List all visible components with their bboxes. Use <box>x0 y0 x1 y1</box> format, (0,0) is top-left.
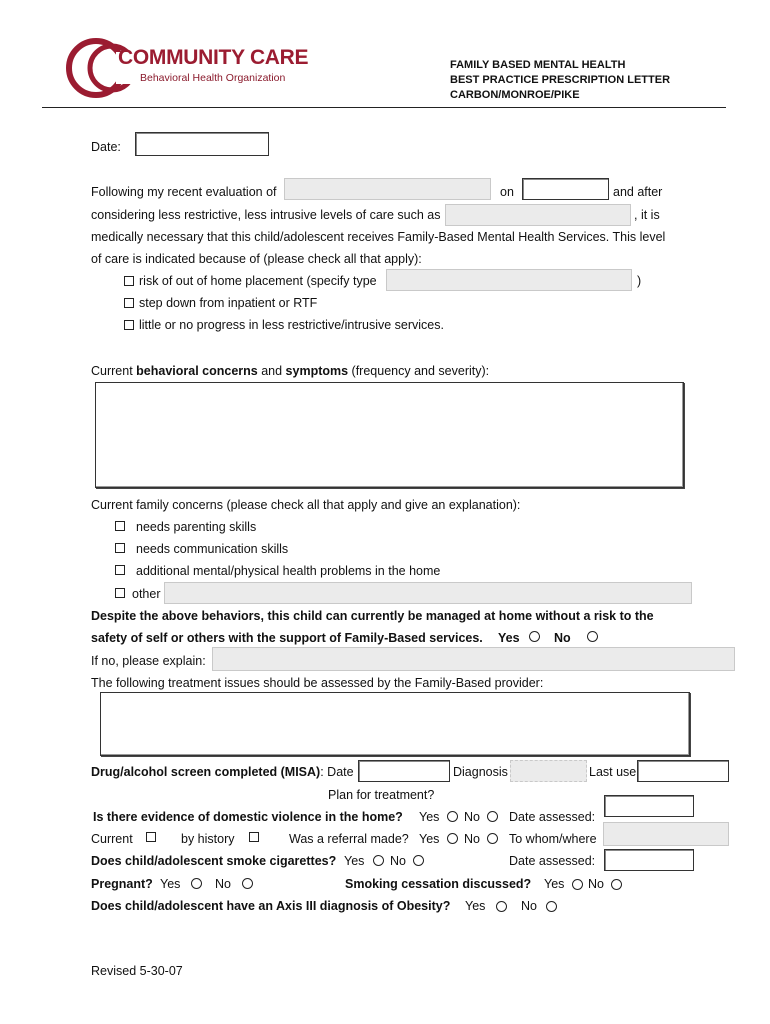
header-line-1: FAMILY BASED MENTAL HEALTH <box>450 59 626 71</box>
dv-history-checkbox[interactable] <box>249 832 259 842</box>
dv-date-assessed-label: Date assessed: <box>509 810 596 824</box>
smoke-date-assessed-field[interactable] <box>604 849 694 871</box>
health-problems-label: additional mental/physical health problems in the home <box>136 564 441 578</box>
logo-name: COMMUNITY CARE <box>118 46 309 69</box>
dv-date-assessed-field[interactable] <box>604 795 694 817</box>
dv-no-label: No <box>464 810 480 824</box>
parenting-checkbox[interactable] <box>115 521 125 531</box>
cessation-question: Smoking cessation discussed? <box>345 877 532 891</box>
if-no-explain-field[interactable] <box>212 647 735 671</box>
misa-label <box>91 765 354 779</box>
placement-close-paren: ) <box>637 274 642 288</box>
obesity-no-radio[interactable] <box>546 901 557 912</box>
referral-no-radio[interactable] <box>487 833 498 844</box>
and-after-text: and after <box>613 185 663 199</box>
cessation-no-label: No <box>588 877 604 891</box>
little-progress-label: little or no progress in less restrictive/intrusive services. <box>139 318 444 332</box>
referral-label: Was a referral made? <box>289 832 409 846</box>
pregnant-yes-label: Yes <box>160 877 181 891</box>
considering-text: considering less restrictive, less intrusive levels of care such as <box>91 208 441 222</box>
behavioral-mid: and <box>257 364 286 378</box>
dv-yes-label: Yes <box>419 810 440 824</box>
placement-type-field[interactable] <box>386 269 632 291</box>
step-down-label: step down from inpatient or RTF <box>139 296 318 310</box>
last-use-label: Last use <box>589 765 637 779</box>
on-text: on <box>500 185 514 199</box>
health-problems-checkbox[interactable] <box>115 565 125 575</box>
to-whom-field[interactable] <box>603 822 729 846</box>
referral-yes-label: Yes <box>419 832 440 846</box>
levels-of-care-field[interactable] <box>445 204 631 226</box>
behavioral-post: (frequency and severity): <box>348 364 490 378</box>
behavioral-bold: behavioral concerns <box>136 364 258 378</box>
pregnant-yes-radio[interactable] <box>191 878 202 889</box>
dv-question: Is there evidence of domestic violence in the home? <box>93 810 403 824</box>
following-text: Following my recent evaluation of <box>91 185 277 199</box>
treatment-textarea[interactable] <box>100 692 690 756</box>
misa-date-field[interactable] <box>358 760 450 782</box>
indicated-text: of care is indicated because of (please check all that apply): <box>91 252 422 266</box>
revised-date: Revised 5-30-07 <box>91 964 183 978</box>
symptoms-bold: symptoms <box>285 364 349 378</box>
obesity-yes-label: Yes <box>465 899 486 913</box>
dv-history-label: by history <box>181 832 235 846</box>
cessation-no-radio[interactable] <box>611 879 622 890</box>
despite-yes-label: Yes <box>498 631 520 645</box>
dv-yes-radio[interactable] <box>447 811 458 822</box>
misa-date-text: : Date <box>320 765 354 779</box>
to-whom-label: To whom/where <box>509 832 597 846</box>
smoke-yes-label: Yes <box>344 854 365 868</box>
risk-checkbox[interactable] <box>124 276 134 286</box>
other-label: other <box>132 587 161 601</box>
referral-no-label: No <box>464 832 480 846</box>
diagnosis-field[interactable] <box>510 760 587 782</box>
header-line-2: BEST PRACTICE PRESCRIPTION LETTER <box>450 74 671 86</box>
behavioral-pre: Current <box>91 364 137 378</box>
parenting-label: needs parenting skills <box>136 520 257 534</box>
despite-line-1: Despite the above behaviors, this child can currently be managed at home without a risk to the <box>91 609 654 623</box>
smoke-no-label: No <box>390 854 406 868</box>
pregnant-question: Pregnant? <box>91 877 153 891</box>
step-down-checkbox[interactable] <box>124 298 134 308</box>
despite-no-label: No <box>554 631 571 645</box>
communication-label: needs communication skills <box>136 542 289 556</box>
misa-bold: Drug/alcohol screen completed (MISA) <box>91 765 321 779</box>
communication-checkbox[interactable] <box>115 543 125 553</box>
diagnosis-label: Diagnosis <box>453 765 508 779</box>
last-use-field[interactable] <box>637 760 729 782</box>
referral-yes-radio[interactable] <box>447 833 458 844</box>
other-explain-field[interactable] <box>164 582 692 604</box>
despite-no-radio[interactable] <box>587 631 598 642</box>
it-is-text: , it is <box>634 208 660 222</box>
logo-subtitle: Behavioral Health Organization <box>140 72 286 84</box>
dv-current-checkbox[interactable] <box>146 832 156 842</box>
risk-label: risk of out of home placement (specify type <box>139 274 377 288</box>
cessation-yes-radio[interactable] <box>572 879 583 890</box>
pregnant-no-label: No <box>215 877 231 891</box>
medically-text: medically necessary that this child/adolescent receives Family-Based Mental Health Services. This level <box>91 230 666 244</box>
despite-line-2: safety of self or others with the support of Family-Based services. <box>91 631 483 645</box>
evaluation-date-field[interactable] <box>522 178 609 200</box>
smoke-date-assessed-label: Date assessed: <box>509 854 596 868</box>
date-label: Date: <box>91 140 121 154</box>
obesity-yes-radio[interactable] <box>496 901 507 912</box>
header-line-3: CARBON/MONROE/PIKE <box>450 89 580 101</box>
dv-current-label: Current <box>91 832 133 846</box>
plan-label: Plan for treatment? <box>328 788 435 802</box>
other-checkbox[interactable] <box>115 588 125 598</box>
evaluation-of-field[interactable] <box>284 178 491 200</box>
logo <box>66 38 309 98</box>
cessation-yes-label: Yes <box>544 877 565 891</box>
if-no-label: If no, please explain: <box>91 654 206 668</box>
treatment-label: The following treatment issues should be assessed by the Family-Based provider: <box>91 676 544 690</box>
obesity-question: Does child/adolescent have an Axis III diagnosis of Obesity? <box>91 899 451 913</box>
smoke-yes-radio[interactable] <box>373 855 384 866</box>
dv-no-radio[interactable] <box>487 811 498 822</box>
smoke-question: Does child/adolescent smoke cigarettes? <box>91 854 337 868</box>
family-label: Current family concerns (please check all that apply and give an explanation): <box>91 498 521 512</box>
smoke-no-radio[interactable] <box>413 855 424 866</box>
date-field[interactable] <box>135 132 269 156</box>
behavioral-label <box>91 364 489 378</box>
pregnant-no-radio[interactable] <box>242 878 253 889</box>
despite-yes-radio[interactable] <box>529 631 540 642</box>
header-divider <box>42 107 726 108</box>
obesity-no-label: No <box>521 899 537 913</box>
little-progress-checkbox[interactable] <box>124 320 134 330</box>
behavioral-textarea[interactable] <box>95 382 684 488</box>
